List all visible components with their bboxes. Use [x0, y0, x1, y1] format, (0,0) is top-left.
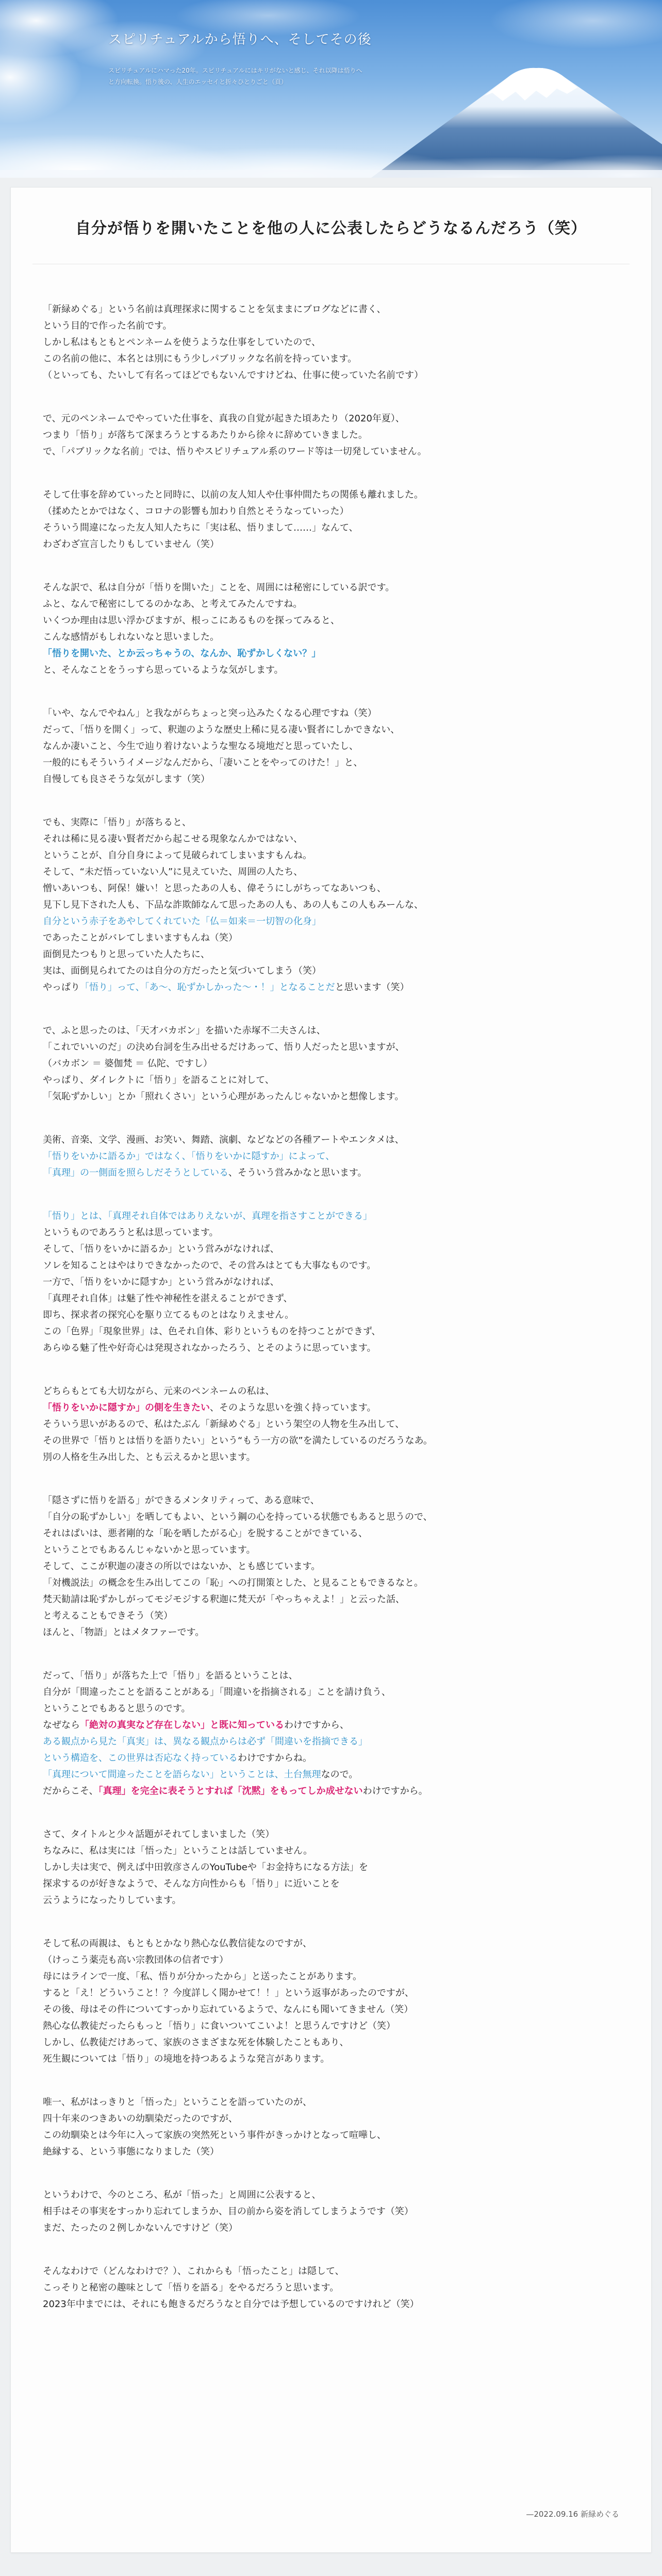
text-segment: 実は、面倒見られてたのは自分の方だったと気づいてしまう（笑） — [43, 965, 321, 976]
text-segment: 云うようになったりしています。 — [43, 1895, 181, 1906]
text-segment: すると「え！どういうこと！？今度詳しく聞かせて！！」という返事があったのですが、 — [43, 1988, 414, 1998]
text-segment: わざわざ宣言したりもしていません（笑） — [43, 539, 219, 550]
text-segment: 「対機説法」の概念を生み出してこの「恥」への打開策とした、と見ることもできるなと。 — [43, 1578, 423, 1588]
paragraph-line — [43, 2051, 619, 2067]
paragraph-line — [43, 487, 619, 503]
text-segment: そういう間違になった友人知人たちに「実は私、悟りまして……」なんて、 — [43, 522, 358, 533]
text-segment: 一般的にもそういうイメージなんだから、「凄いことをやってのけた！」と、 — [43, 757, 363, 768]
paragraph-line — [43, 1952, 619, 1969]
paragraph-line — [43, 536, 619, 553]
text-segment: ソレを知ることはやはりできなかったので、その営みはとても大事なものです。 — [43, 1260, 376, 1271]
mount-fuji-background-image — [0, 0, 662, 178]
text-segment: そして仕事を辞めていったと同時に、以前の友人知人や仕事仲間たちの関係も離れました。 — [43, 489, 423, 500]
text-segment: 探求するのが好きなようで、そんな方向性からも「悟り」に近いことを — [43, 1878, 340, 1889]
text-segment: 見下し見下された人も、下品な詐欺師なんて思ったあの人も、あの人もこの人もみーんな、 — [43, 900, 423, 910]
paragraph-line — [43, 427, 619, 444]
text-segment: 「気恥ずかしい」とか「照れくさい」という心理があったんじゃないかと想像します。 — [43, 1091, 404, 1102]
text-segment: 母にはラインで一度、「私、悟りが分かったから」と送ったことがあります。 — [43, 1971, 362, 1982]
paragraph-line — [43, 1575, 619, 1591]
paragraph-line — [43, 351, 619, 367]
text-segment: この幼馴染とは今年に入って家族の突然死という事件がきっかけとなって喧嘩し、 — [43, 2130, 386, 2141]
text-segment: 「隠さずに悟りを語る」ができるメンタリティって、ある意味で、 — [43, 1495, 320, 1506]
text-segment: 、そのような思いを強く持っています。 — [210, 1402, 376, 1413]
paragraph-line — [43, 596, 619, 613]
article — [10, 187, 652, 2553]
highlighted-text: 「真理について間違ったことを語らない」ということは、土台無理 — [43, 1769, 321, 1780]
paragraph-line — [43, 318, 619, 334]
paragraph-line — [43, 1734, 619, 1750]
highlighted-text: ある観点から見た「真実」は、異なる観点からは必ず「間違いを指摘できる」 — [43, 1736, 368, 1747]
text-segment: （揉めたとかではなく、コロナの影響も加わり自然とそうなっていった） — [43, 506, 349, 517]
paragraph-line — [43, 2127, 619, 2144]
text-segment: そして、「悟りをいかに語るか」という営みがなければ、 — [43, 1244, 279, 1255]
text-segment: 梵天勧請は恥ずかしがってモジモジする釈迦に梵天が「やっちゃえよ！」と云った話、 — [43, 1594, 405, 1605]
text-segment: あらゆる魅了性や好奇心は発現されなかったろう、とそのように思っています。 — [43, 1343, 376, 1353]
text-segment: 2023年中までには、それにも飽きるだろうなと自分では予想しているのですけれど（笑） — [43, 2299, 419, 2310]
paragraph-line — [43, 613, 619, 629]
text-segment: こっそりと秘密の趣味として「悟りを語る」をやるだろうと思います。 — [43, 2282, 339, 2293]
text-segment: と、そんなことをうっすら思っているような気がします。 — [43, 665, 284, 675]
text-segment: （けっこう薬売も高い宗教団体の信者です） — [43, 1955, 228, 1965]
text-segment: 「新緑めぐる」という名前は真理探求に関することを気ままにブログなどに書く、 — [43, 304, 386, 315]
paragraph-line — [43, 1985, 619, 2002]
paragraph-line — [43, 629, 619, 646]
text-segment: この「色界」「現象世界」は、色それ自体、彩りというものを持つことができず、 — [43, 1326, 381, 1337]
site-description: スピリチュアルにハマった20年。スピリチュアルにはキリがないと感じ、それ以降は悟りへと方向転換。悟り後の、人生のエッセイと折々ひとりごと（頁） — [108, 67, 362, 86]
paragraph-line — [43, 1892, 619, 1909]
paragraph-line — [43, 771, 619, 788]
text-segment: この名前の他に、本名とは別にもう少しパブリックな名前を持っています。 — [43, 353, 357, 364]
text-segment: 相手はその事実をすっかり忘れてしまうか、目の前から姿を消してしまうようです（笑） — [43, 2206, 413, 2217]
paragraph-line — [43, 2094, 619, 2111]
paragraph-line — [43, 738, 619, 755]
paragraph-line — [43, 367, 619, 384]
paragraph-line — [43, 963, 619, 979]
paragraph-line — [43, 1132, 619, 1148]
paragraph-line — [43, 411, 619, 427]
text-segment: つまり「悟り」が落ちて深まろうとするあたりから徐々に辞めていきました。 — [43, 430, 368, 440]
article-paragraph — [43, 1132, 619, 1181]
paragraph-line — [43, 1783, 619, 1800]
text-segment: 自分が「間違ったことを語ることがある」「間違いを指摘される」ことを請け負う、 — [43, 1687, 391, 1698]
text-segment: いくつか理由は思い浮かびますが、根っこにあるものを探ってみると、 — [43, 615, 340, 626]
highlighted-text: 「真理」の一側面を照らしだそうとしている — [43, 1167, 228, 1178]
paragraph-line — [43, 1072, 619, 1089]
article-paragraph — [43, 705, 619, 788]
text-segment: そんな訳で、私は自分が「悟りを開いた」ことを、周囲には秘密にしている訳です。 — [43, 582, 395, 593]
paragraph-line — [43, 1056, 619, 1072]
article-paragraph — [43, 487, 619, 553]
text-segment: そして私の両親は、もともとかなり熱心な仏教信徒なのですが、 — [43, 1938, 312, 1949]
text-segment: 絶縁する、という事態になりました（笑） — [43, 2146, 219, 2157]
paragraph-line — [43, 301, 619, 318]
paragraph-line — [43, 1509, 619, 1526]
paragraph-line — [43, 1591, 619, 1608]
paragraph-line — [43, 1148, 619, 1165]
article-body — [43, 301, 619, 2313]
text-segment: どちらもとても大切ながら、元来のペンネームの私は、 — [43, 1386, 275, 1397]
paragraph-line — [43, 1340, 619, 1357]
text-segment: こんな感情がもしれないなと思いました。 — [43, 632, 219, 642]
text-segment: 「いや、なんでやねん」と我ながらちょっと突っ込みたくなる心理ですね（笑） — [43, 708, 377, 719]
article-paragraph — [43, 1383, 619, 1466]
text-segment: （といっても、たいして有名ってほどでもないんですけどね、仕事に使っていた名前です） — [43, 370, 423, 381]
paragraph-line — [43, 1969, 619, 1985]
paragraph-line — [43, 2296, 619, 2313]
article-paragraph — [43, 2094, 619, 2160]
paragraph-line — [43, 503, 619, 520]
paragraph-line — [43, 1433, 619, 1449]
text-segment: 熱心な仏教徒だったらもっと「悟り」に食いついてこいよ！と思うんですけど（笑） — [43, 2021, 395, 2031]
paragraph-line — [43, 1208, 619, 1225]
paragraph-line — [43, 1684, 619, 1701]
paragraph-line — [43, 1542, 619, 1558]
paragraph-line — [43, 1400, 619, 1416]
highlighted-text: 「絶対の真実など存在しない」と既に知っている — [80, 1720, 284, 1731]
paragraph-line — [43, 2144, 619, 2160]
text-segment: それはぱいは、悪者剛的な「恥を晒したがる心」を脱することができている、 — [43, 1528, 368, 1539]
paragraph-line — [43, 1701, 619, 1717]
paragraph-line — [43, 1668, 619, 1684]
text-segment: だからこそ、 — [43, 1786, 98, 1797]
article-paragraph — [43, 2187, 619, 2236]
paragraph-line — [43, 1225, 619, 1241]
highlighted-text: 「悟り」って、「あ〜、恥ずかしかった〜・！」となることだ — [80, 982, 335, 993]
text-segment: しかし、仏教徒だけあって、家族のさまざまな死を体験したこともあり、 — [43, 2037, 349, 2048]
text-segment: わけですから。 — [362, 1786, 428, 1797]
paragraph-line — [43, 1039, 619, 1056]
text-segment: だって、「悟り」が落ちた上で「悟り」を語るということは、 — [43, 1670, 298, 1681]
site-title[interactable]: スピリチュアルから悟りへ、そしてその後 — [108, 32, 372, 47]
text-segment: で、元のペンネームでやっていた仕事を、真我の自覚が起きた頃あたり（2020年夏）、 — [43, 413, 405, 424]
text-segment: 死生観については「悟り」の境地を持つあるような発言があります。 — [43, 2054, 330, 2064]
article-paragraph — [43, 1826, 619, 1909]
paragraph-line — [43, 662, 619, 679]
paragraph-line — [43, 2111, 619, 2127]
paragraph-line — [43, 2035, 619, 2051]
paragraph-line — [43, 979, 619, 996]
text-segment: だって、「悟りを開く」って、釈迦のような歴史上稀に見る凄い賢者にしかできない、 — [43, 724, 400, 735]
paragraph-line — [43, 1258, 619, 1274]
paragraph-line — [43, 815, 619, 831]
text-segment: 唯一、私がはっきりと「悟った」ということを語っていたのが、 — [43, 2097, 312, 2108]
highlighted-text: 「真理」を完全に表そうとすれば「沈黙」をもってしか成せない — [98, 1786, 363, 1797]
text-segment: ちなみに、私は実には「悟った」ということは話していません。 — [43, 1845, 313, 1856]
paragraph-line — [43, 1291, 619, 1307]
paragraph-line — [43, 930, 619, 946]
text-segment: でも、実際に「悟り」が落ちると、 — [43, 817, 191, 828]
paragraph-line — [43, 646, 619, 662]
highlighted-text: 「悟りをいかに語るか」ではなく、「悟りをいかに隠すか」によって、 — [43, 1151, 335, 1162]
paragraph-line — [43, 755, 619, 771]
paragraph-line — [43, 2018, 619, 2035]
paragraph-line — [43, 1416, 619, 1433]
paragraph-line — [43, 2263, 619, 2280]
text-segment: なので。 — [321, 1769, 358, 1780]
text-segment: ということが、自分自身によって見破られてしまいますもんね。 — [43, 850, 312, 861]
text-segment: で、「パブリックな名前」では、悟りやスピリチュアル系のワード等は一切発していません。 — [43, 446, 427, 457]
article-paragraph — [43, 1936, 619, 2067]
article-paragraph — [43, 1668, 619, 1800]
text-segment: そして、ここが釈迦の凄さの所以ではないか、とも感じています。 — [43, 1561, 321, 1572]
text-segment: と考えることもできそう（笑） — [43, 1611, 173, 1621]
text-segment: さて、タイトルと少々話題がそれてしまいました（笑） — [43, 1829, 275, 1840]
article-paragraph — [43, 301, 619, 384]
paragraph-line — [43, 2002, 619, 2018]
paragraph-line — [43, 864, 619, 880]
text-segment: 面倒見たつもりと思っていた人たちに、 — [43, 949, 210, 960]
text-segment: その後、母はその件についてすっかり忘れているようで、なんにも聞いてきません（笑） — [43, 2004, 413, 2015]
paragraph-line — [43, 1876, 619, 1892]
text-segment: ということでもあるんじゃないかと思っています。 — [43, 1545, 256, 1555]
paragraph-line — [43, 2187, 619, 2204]
text-segment: なんか凄いこと、今生で辿り着けないような聖なる境地だと思っていたし、 — [43, 741, 358, 752]
highlighted-text: 自分という赤子をあやしてくれていた「仏＝如来＝一切智の化身」 — [43, 916, 321, 927]
paragraph-line — [43, 1826, 619, 1843]
article-title: 自分が悟りを開いたことを他の人に公表したらどうなるんだろう（笑） — [75, 219, 587, 238]
text-segment: 美術、音楽、文学、漫画、お笑い、舞踏、演劇、などなどの各種アートやエンタメは、 — [43, 1134, 404, 1145]
paragraph-line — [43, 1526, 619, 1542]
paragraph-line — [43, 2280, 619, 2296]
paragraph-line — [43, 848, 619, 864]
highlighted-text: 「悟りをいかに隠すか」の側を生きたい — [43, 1402, 210, 1413]
paragraph-line — [43, 705, 619, 722]
text-segment: そして、“未だ悟っていない人”に見えていた、周囲の人たち、 — [43, 867, 303, 877]
highlighted-text: という構造を、この世界は否応なく持っている — [43, 1753, 238, 1764]
text-segment: そんなわけで（どんなわけで？）、これからも「悟ったこと」は隠して、 — [43, 2266, 344, 2277]
text-segment: わけですから、 — [284, 1720, 349, 1731]
paragraph-line — [43, 897, 619, 913]
text-segment: そういう思いがあるので、私はたぶん「新緑めぐる」という架空の人物を生み出して、 — [43, 1419, 405, 1430]
text-segment: その世界で「悟りとは悟りを語りたい」という“もう一方の欲”を満たしているのだろうなあ。 — [43, 1435, 433, 1446]
paragraph-line — [43, 1274, 619, 1291]
paragraph-line — [43, 1493, 619, 1509]
text-segment: であったことがバレてしまいますもんね（笑） — [43, 933, 238, 943]
article-paragraph — [43, 1493, 619, 1641]
paragraph-line — [43, 1165, 619, 1181]
paragraph-line — [43, 722, 619, 738]
highlighted-text: 「悟り」とは、「真理それ自体ではありえないが、真理を指さすことができる」 — [43, 1211, 372, 1222]
article-paragraph — [43, 411, 619, 460]
text-segment: というものであろうと私は思っています。 — [43, 1227, 219, 1238]
text-segment: やっぱり、ダイレクトに「悟り」を語ることに対して、 — [43, 1075, 274, 1086]
text-segment: 一方で、「悟りをいかに隠すか」という営みがなければ、 — [43, 1277, 279, 1287]
paragraph-line — [43, 1843, 619, 1859]
text-segment: 四十年来のつきあいの幼馴染だったのですが、 — [43, 2113, 238, 2124]
text-segment: わけですからね。 — [238, 1753, 312, 1764]
article-paragraph — [43, 1023, 619, 1105]
paragraph-line — [43, 1767, 619, 1783]
text-segment: 「これでいいのだ」の決め台詞を生み出せるだけあって、悟り人だったと思いますが、 — [43, 1042, 405, 1053]
paragraph-line — [43, 831, 619, 848]
paragraph-line — [43, 1089, 619, 1105]
text-segment: なぜなら — [43, 1720, 80, 1731]
paragraph-line — [43, 520, 619, 536]
article-paragraph — [43, 1208, 619, 1357]
paragraph-line — [43, 880, 619, 897]
article-paragraph — [43, 815, 619, 996]
paragraph-line — [43, 1936, 619, 1952]
paragraph-line — [43, 2204, 619, 2220]
text-segment: しかし夫は実で、例えば中田敦彦さんのYouTubeや「お金持ちになる方法」を — [43, 1862, 368, 1873]
text-segment: 自慢しても良さそうな気がします（笑） — [43, 774, 210, 785]
text-segment: というわけで、今のところ、私が「悟った」と周囲に公表すると、 — [43, 2190, 321, 2200]
paragraph-line — [43, 444, 619, 460]
text-segment: で、ふと思ったのは、「天才バカボン」を描いた赤塚不二夫さんは、 — [43, 1025, 326, 1036]
text-segment: 「自分の恥ずかしい」を晒してもよい、という鋼の心を持っている状態でもあると思うので、 — [43, 1512, 433, 1522]
text-segment: やっぱり — [43, 982, 80, 993]
text-segment: 憎いあいつも、阿保！嫌い！と思ったあの人も、偉そうにしがちってなあいつも、 — [43, 883, 386, 894]
paragraph-line — [43, 1023, 619, 1039]
paragraph-line — [43, 334, 619, 351]
paragraph-line — [43, 1717, 619, 1734]
text-segment: それは稀に見る凄い賢者だから起こせる現象なんかではない、 — [43, 834, 303, 844]
footer-nav — [0, 2553, 662, 2576]
text-segment: と思います（笑） — [335, 982, 409, 993]
paragraph-line — [43, 1241, 619, 1258]
paragraph-line — [43, 1307, 619, 1324]
article-paragraph — [43, 2263, 619, 2313]
text-segment: まだ、たったの２例しかないんですけど（笑） — [43, 2223, 238, 2233]
paragraph-line — [43, 1558, 619, 1575]
highlighted-text: 「悟りを開いた、とか云っちゃうの、なんか、恥ずかしくない？」 — [43, 648, 321, 659]
paragraph-line — [43, 580, 619, 596]
text-segment: ほんと、「物語」とはメタファーです。 — [43, 1627, 205, 1638]
paragraph-line — [43, 1449, 619, 1466]
paragraph-line — [43, 1608, 619, 1624]
text-segment: 「真理それ自体」は魅了性や神秘性を湛えることができず、 — [43, 1293, 293, 1304]
paragraph-line — [43, 2220, 619, 2236]
text-segment: しかし私はもともとペンネームを使うような仕事をしていたので、 — [43, 337, 321, 348]
text-segment: 即ち、探求者の探究心を駆り立てるものとはなりえません。 — [43, 1310, 294, 1320]
text-segment: （バカボン ＝ 婆伽梵 ＝ 仏陀、ですし） — [43, 1058, 212, 1069]
site-header — [0, 0, 662, 178]
paragraph-line — [43, 946, 619, 963]
text-segment: 別の人格を生み出した、とも云えるかと思います。 — [43, 1452, 256, 1463]
paragraph-line — [43, 1624, 619, 1641]
text-segment: ということでもあると思うのです。 — [43, 1703, 191, 1714]
paragraph-line — [43, 1383, 619, 1400]
text-segment: ふと、なんで秘密にしてるのかなあ、と考えてみたんですね。 — [43, 599, 303, 609]
paragraph-line — [43, 1750, 619, 1767]
text-segment: 、そういう営みかなと思います。 — [228, 1167, 367, 1178]
article-paragraph — [43, 580, 619, 679]
text-segment: という目的で作った名前です。 — [43, 320, 172, 331]
paragraph-line — [43, 1324, 619, 1340]
paragraph-line — [43, 913, 619, 930]
paragraph-line — [43, 1859, 619, 1876]
article-signature: —2022.09.16 新緑めぐる — [526, 2510, 619, 2519]
